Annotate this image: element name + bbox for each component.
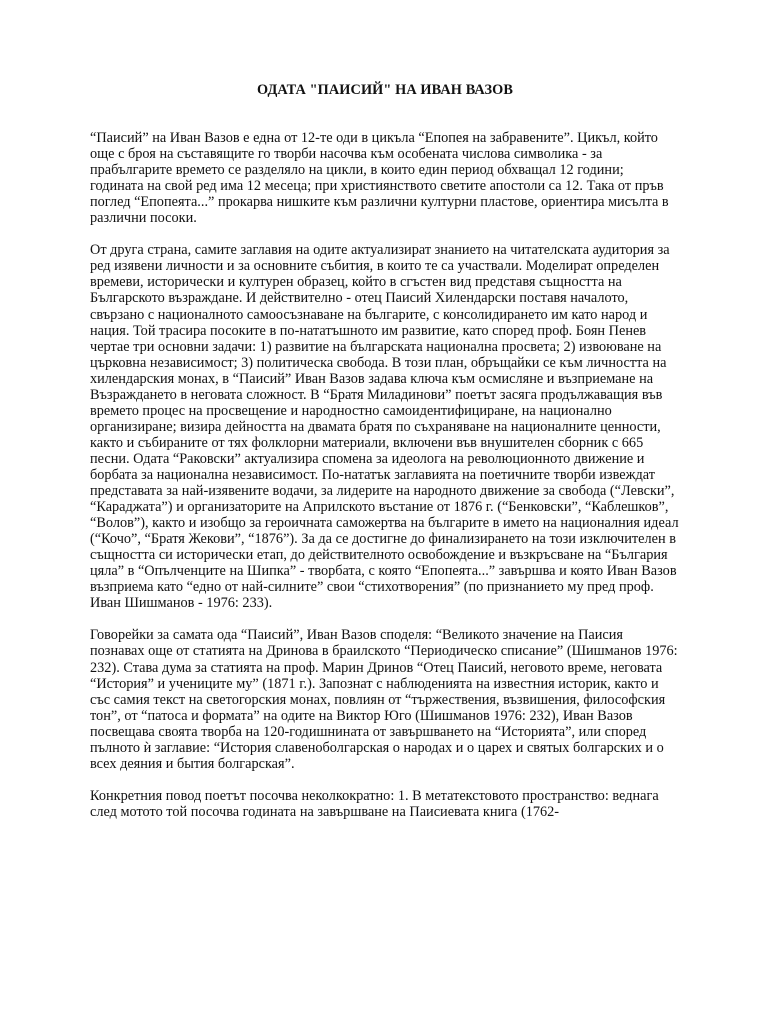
document-page [90,82,680,836]
paragraph-odes-titles: От друга страна, самите заглавия на одите актуализират знанието на читателската аудитория за ред изявени личности и за основните събития, в които те са участвали. Моделират определен времеви, исторически и културен образец, който в сгъстен вид представя същността на Българското възраждане. И действително - отец Паисий Хилендарски поставя началото, свързано с националното самоосъзнаване на българите, с консолидирането им като народ и нация. Той трасира посоките в по-нататъшното им развитие, като според проф. Боян Пенев чертае три основни задачи: 1) развитие на българската национална просвета; 2) извоюване на църковна независимост; 3) политическа свобода. В този план, обръщайки се към личността на хилендарския монах, в “Паисий” Иван Вазов задава ключа към осмисляне и възприемане на Възраждането в неговата сложност. В “Братя Миладинови” поетът засяга продължаващия във времето процес на просвещение и народностно самоидентифициране, на национално организиране; визира дейността на двамата братя по съхраняване на националните ценности, както и събираните от тях фолклорни материали, включени във внушителен сборник с 665 песни. Одата “Раковски” актуализира спомена за идеолога на революционното движение и борбата за национална независимост. По-нататък заглавията на поетичните творби извеждат представата за най-изявените водачи, за лидерите на народното движение за свобода (“Левски”, “Караджата”) и организаторите на Априлското въстание от 1876 г. (“Бенковски”, “Каблешков”, “Волов”), както и изобщо за героичната саможертва на българите в името на националния идеал (“Кочо”, “Братя Жекови”, “1876”). За да се достигне до финализирането на този изключителен в същността си исторически етап, до действителното освобождение и възкръсване на “България цяла” в “Опълченците на Шипка” - творбата, с която “Епопеята...” завършва и която Иван Вазов възприема като “едно от най-силните” свои “стихотворения” (по признанието му пред проф. Иван Шишманов - 1976: 233). [90,242,679,612]
paragraph-occasion: Конкретния повод поетът посочва неколкократно: 1. В метатекстовото пространство: веднага след мотото той посочва годината на завършване на Паисиевата книга (1762- [90,787,659,820]
document-title: ОДАТА "ПАИСИЙ" НА ИВАН ВАЗОВ [256,82,514,98]
paragraph-paisiy-ode: Говорейки за самата ода “Паисий”, Иван Вазов споделя: “Великото значение на Паисия познавах още от статията на Дринова в браилското “Периодическо списание” (Шишманов 1976: 232). Става дума за статията на проф. Марин Дринов “Отец Паисий, неговото време, неговата “История” и учениците му” (1871 г.). Запознат с наблюденията на известния историк, както и със самия текст на светогорския монах, повлиян от “тържествения, възвишения, философския тон”, от “патоса и формата” на одите на Виктор Юго (Шишманов 1976: 232), Иван Вазов посвещава своята творба на 120-годишнината от завършването на “Историята”, или според пълното ѝ заглавие: “История славеноболгарская о народах и о царех и святых болгарских и о всех деяния и бытия болгарская”. [90,627,678,772]
paragraph-intro: “Паисий” на Иван Вазов е една от 12-те оди в цикъла “Епопея на забравените”. Цикъл, който още с броя на съставящите го творби насочва към особената числова символика - за прабългарите времето се разделяло на цикли, в които един период обхващал 12 години; годината на свой ред има 12 месеца; при християнството светите апостоли са 12. Така от пръв поглед “Епопеята...” прокарва нишките към различни културни пластове, ориентира мисълта в различни посоки. [90,130,669,227]
